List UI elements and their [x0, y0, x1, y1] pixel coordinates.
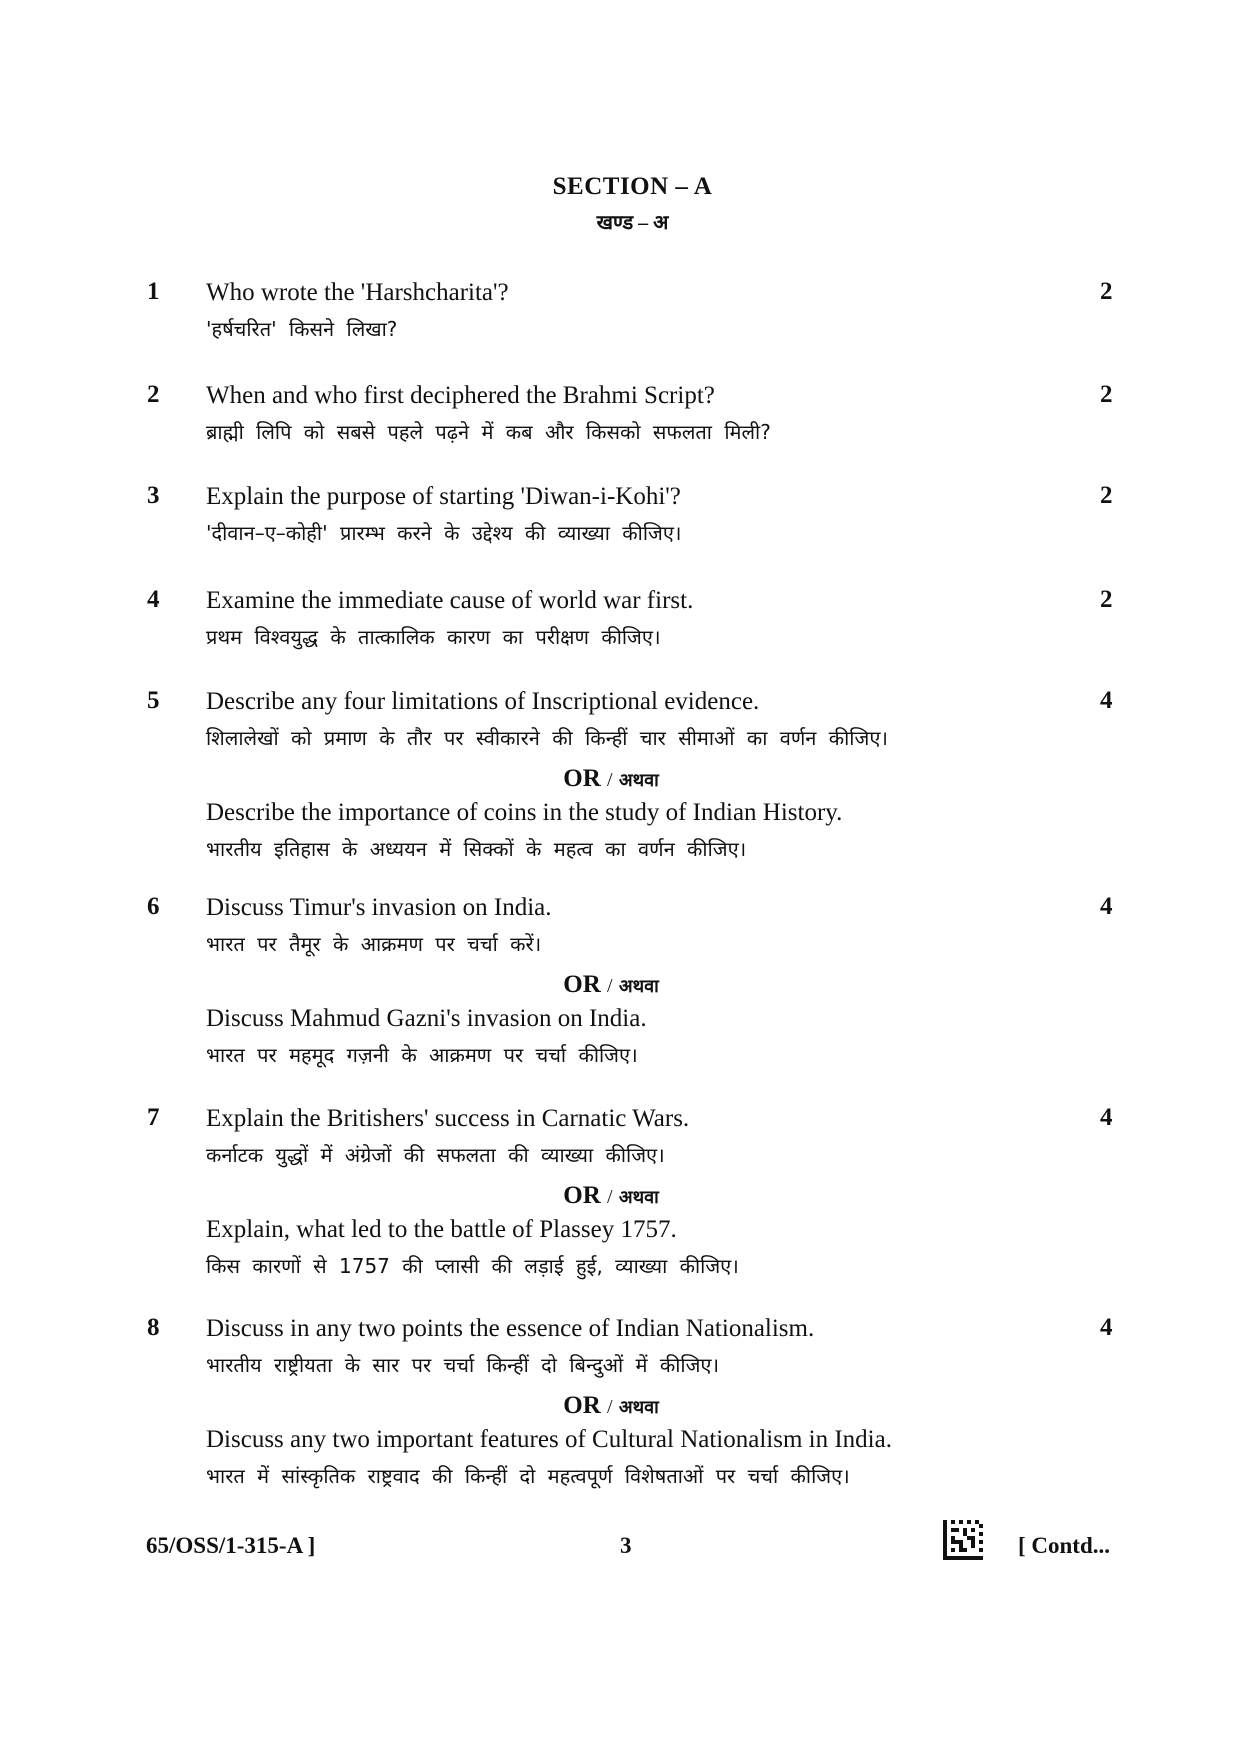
- question-marks: 2: [1100, 381, 1113, 408]
- or-label: OR: [563, 1392, 601, 1419]
- question-text-hi: भारतीय राष्ट्रीयता के सार पर चर्चा किन्हीं दो बिन्दुओं में कीजिए।: [206, 1353, 720, 1377]
- question-text-hi: प्रथम विश्वयुद्ध के तात्कालिक कारण का परीक्षण कीजिए।: [206, 625, 661, 649]
- or-separator: /: [607, 975, 613, 997]
- question-marks: 4: [1100, 893, 1113, 920]
- alternate-question-hi: भारत में सांस्कृतिक राष्ट्रवाद की किन्हीं दो महत्वपूर्ण विशेषताओं पर चर्चा कीजिए।: [206, 1464, 850, 1488]
- or-separator: /: [607, 1186, 613, 1208]
- question-text-en: Discuss in any two points the essence of Indian Nationalism.: [206, 1315, 815, 1342]
- or-label: OR: [563, 971, 601, 998]
- section-title: SECTION – A: [552, 173, 713, 200]
- alternate-question-en: Explain, what led to the battle of Plassey 1757.: [206, 1216, 677, 1243]
- question-text-hi: 'हर्षचरित' किसने लिखा?: [206, 317, 398, 341]
- alternate-question-en: Describe the importance of coins in the study of Indian History.: [206, 799, 843, 826]
- or-label: OR: [563, 1182, 601, 1209]
- question-text-en: Explain the Britishers' success in Carnatic Wars.: [206, 1105, 690, 1132]
- question-marks: 2: [1100, 278, 1113, 305]
- question-text-hi: ब्राह्मी लिपि को सबसे पहले पढ़ने में कब और किसको सफलता मिली?: [206, 420, 771, 444]
- qr-code-icon: [943, 1520, 983, 1560]
- question-text-hi: 'दीवान–ए–कोही' प्रारम्भ करने के उद्देश्य की व्याख्या कीजिए।: [206, 521, 682, 545]
- alternate-question-hi: किस कारणों से 1757 की प्लासी की लड़ाई हुई, व्याख्या कीजिए।: [206, 1254, 739, 1278]
- or-label-hindi: अथवा: [618, 1397, 659, 1418]
- section-title-hindi: खण्ड – अ: [596, 212, 669, 234]
- question-marks: 2: [1100, 482, 1113, 509]
- or-divider: [206, 1391, 1016, 1425]
- or-label-hindi: अथवा: [618, 1187, 659, 1208]
- question-number: 7: [147, 1104, 160, 1131]
- question-text-en: Who wrote the 'Harshcharita'?: [206, 279, 509, 306]
- alternate-question-en: Discuss Mahmud Gazni's invasion on India.: [206, 1005, 647, 1032]
- question-number: 6: [147, 893, 160, 920]
- question-number: 5: [147, 687, 160, 714]
- page-number: 3: [620, 1533, 632, 1558]
- continued-label: [ Contd...: [1018, 1533, 1111, 1558]
- question-number: 4: [147, 586, 160, 613]
- paper-code: 65/OSS/1-315-A ]: [146, 1533, 316, 1558]
- or-label-hindi: अथवा: [618, 770, 659, 791]
- question-text-en: Describe any four limitations of Inscriptional evidence.: [206, 688, 760, 715]
- question-text-en: When and who first deciphered the Brahmi Script?: [206, 382, 715, 409]
- or-label-hindi: अथवा: [618, 976, 659, 997]
- question-number: 2: [147, 381, 160, 408]
- alternate-question-en: Discuss any two important features of Cultural Nationalism in India.: [206, 1426, 892, 1453]
- or-divider: [206, 970, 1016, 1004]
- question-number: 3: [147, 482, 160, 509]
- question-text-hi: कर्नाटक युद्धों में अंग्रेजों की सफलता की व्याख्या कीजिए।: [206, 1143, 665, 1167]
- or-divider: [206, 764, 1016, 798]
- question-marks: 4: [1100, 1314, 1113, 1341]
- alternate-question-hi: भारतीय इतिहास के अध्ययन में सिक्कों के महत्व का वर्णन कीजिए।: [206, 837, 747, 861]
- question-marks: 2: [1100, 586, 1113, 613]
- question-text-hi: भारत पर तैमूर के आक्रमण पर चर्चा करें।: [206, 932, 542, 956]
- or-divider: [206, 1181, 1016, 1215]
- question-number: 1: [147, 278, 160, 305]
- or-separator: /: [607, 769, 613, 791]
- or-separator: /: [607, 1396, 613, 1418]
- question-text-en: Discuss Timur's invasion on India.: [206, 894, 552, 921]
- question-marks: 4: [1100, 687, 1113, 714]
- question-number: 8: [147, 1314, 160, 1341]
- question-text-hi: शिलालेखों को प्रमाण के तौर पर स्वीकारने की किन्हीं चार सीमाओं का वर्णन कीजिए।: [206, 726, 888, 750]
- or-label: OR: [563, 765, 601, 792]
- question-text-en: Explain the purpose of starting 'Diwan-i-Kohi'?: [206, 483, 681, 510]
- question-marks: 4: [1100, 1104, 1113, 1131]
- alternate-question-hi: भारत पर महमूद गज़नी के आक्रमण पर चर्चा कीजिए।: [206, 1043, 638, 1067]
- question-text-en: Examine the immediate cause of world war first.: [206, 587, 694, 614]
